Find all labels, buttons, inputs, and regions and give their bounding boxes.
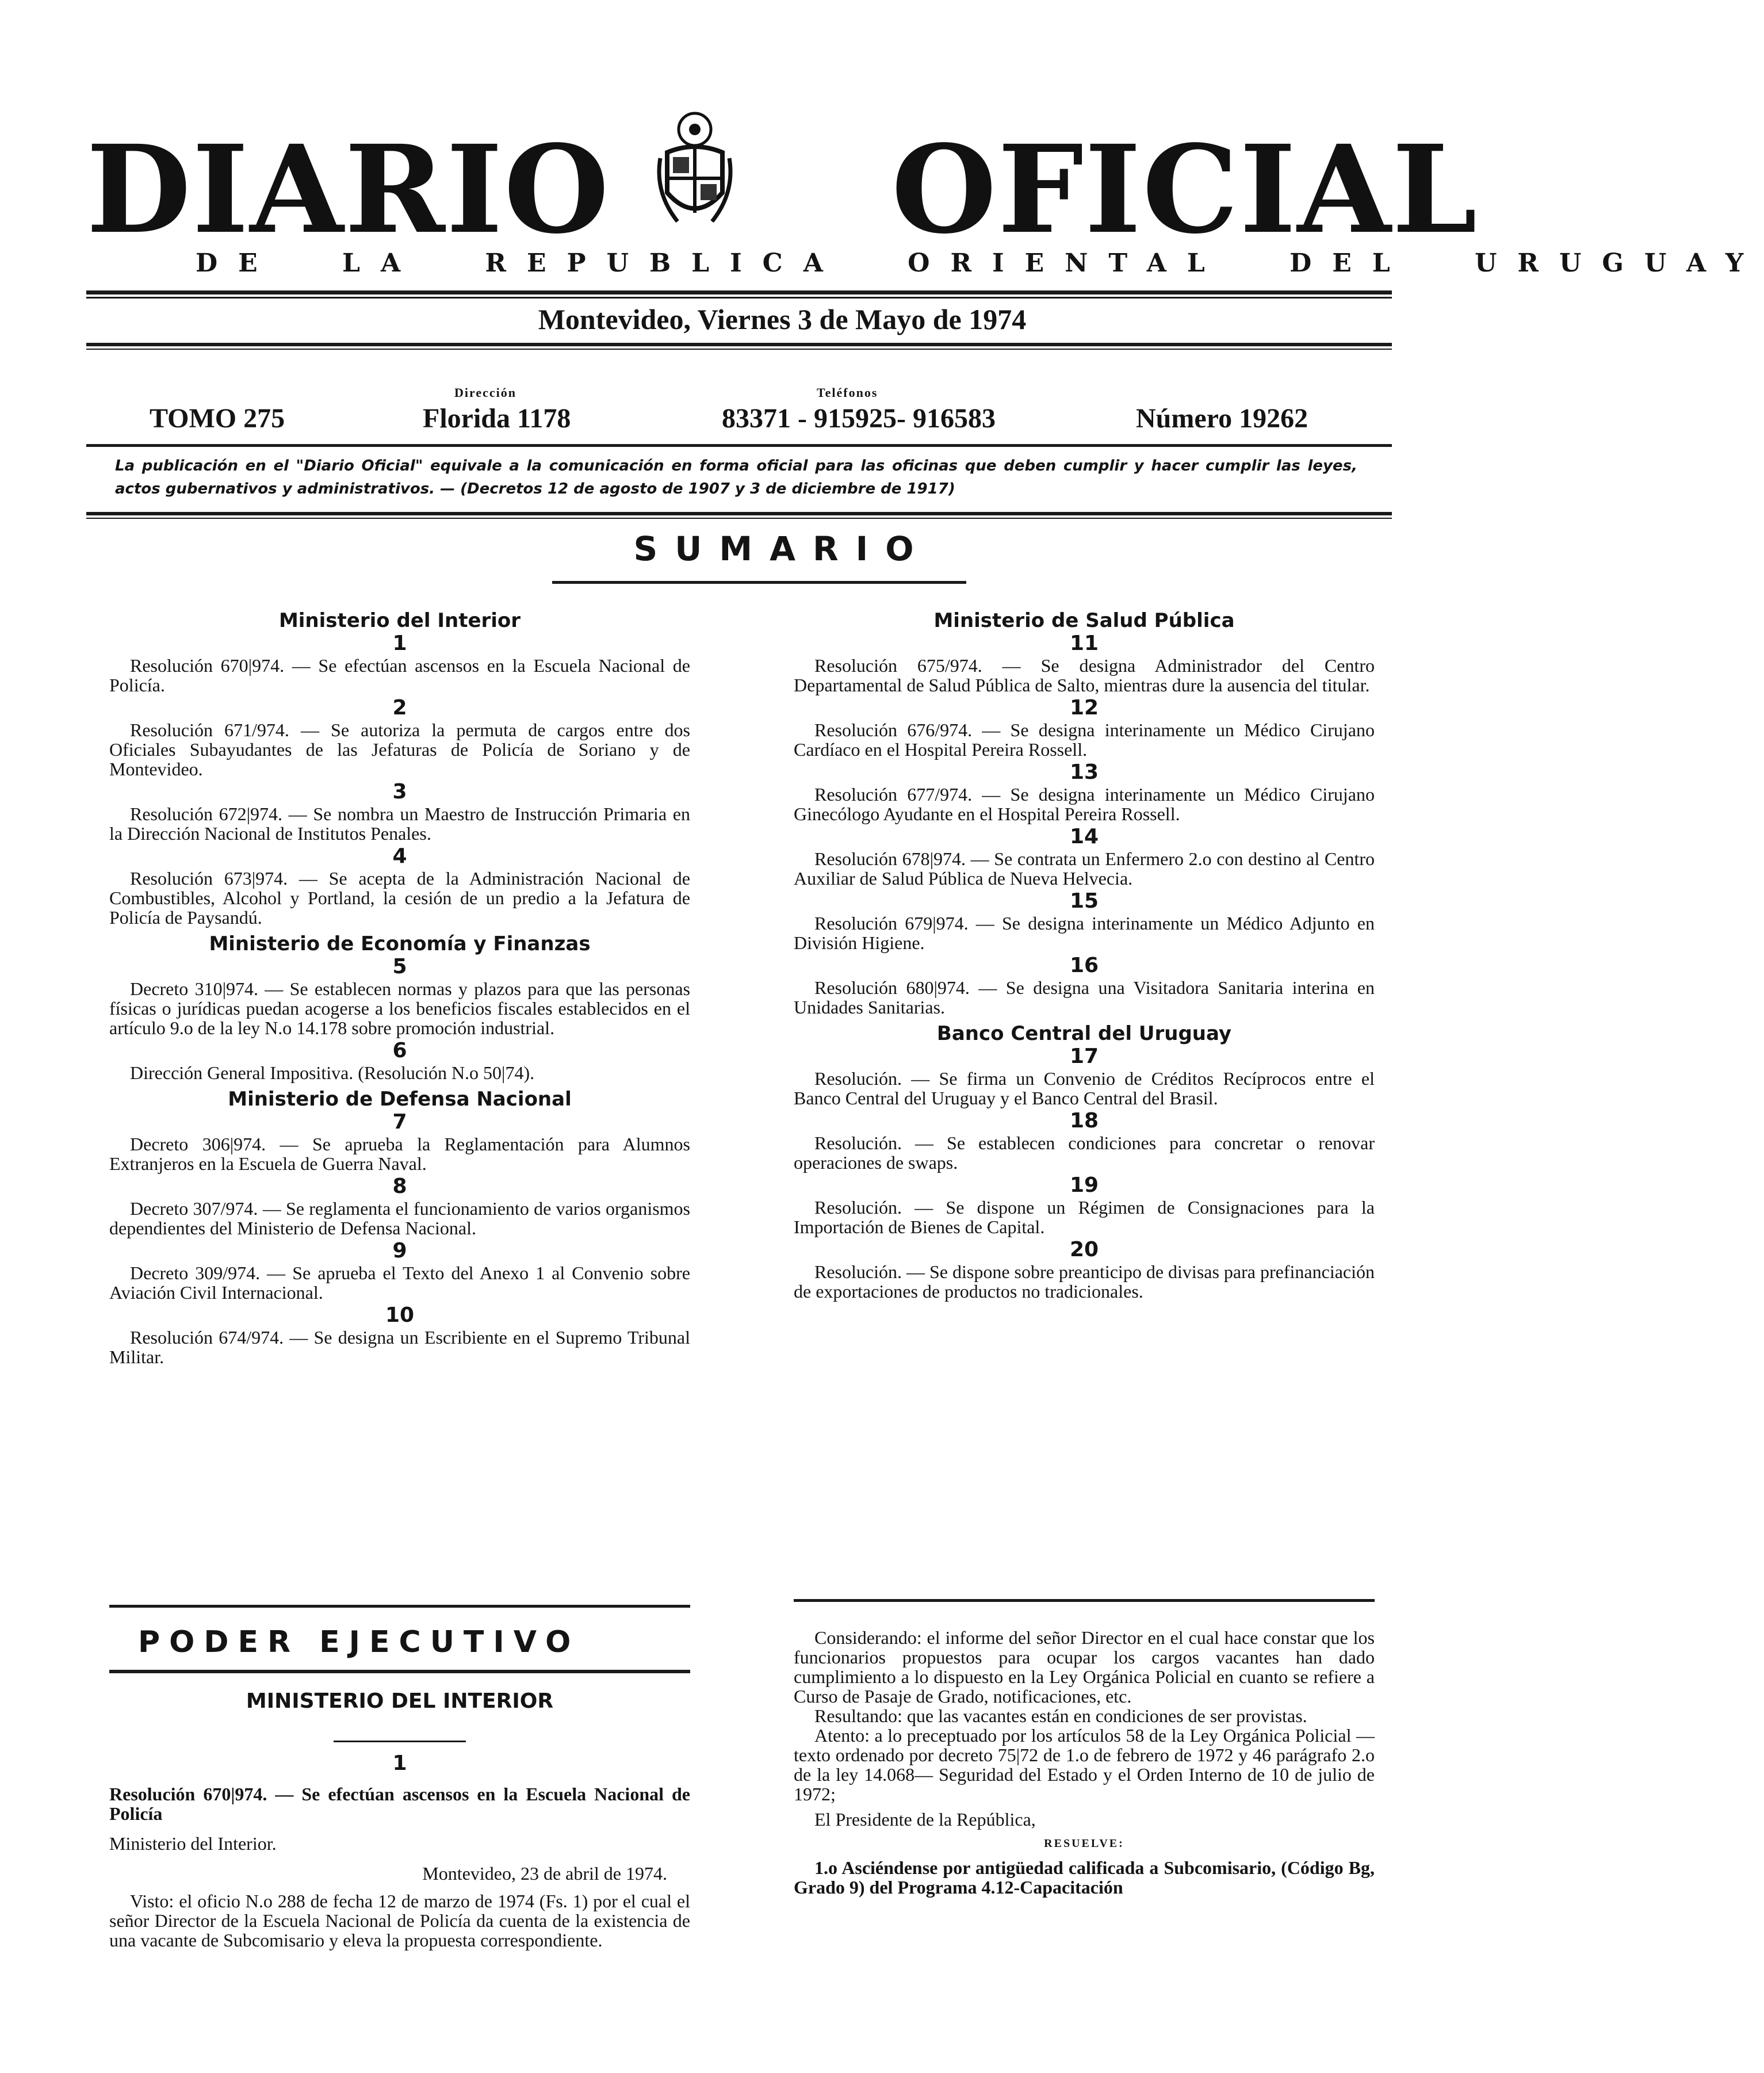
presidente-line: El Presidente de la República, [814, 1809, 1036, 1830]
title-left: DIARIO [86, 118, 610, 261]
sumario-left-column [109, 604, 690, 1370]
item-number: 1 [392, 1751, 407, 1775]
item-number: 5 [392, 955, 407, 978]
top-rule-thin [86, 297, 1392, 299]
direccion: Florida 1178 [423, 403, 571, 434]
sumario-item: Resolución 672|974. — Se nombra un Maestro de Instrucción Primaria en la Dirección Nacional de Institutos Penales. [109, 804, 690, 844]
short-rule [334, 1741, 466, 1742]
item-number: 10 [385, 1303, 415, 1327]
sumario-item: Resolución. — Se dispone sobre preanticipo de divisas para prefinanciación de exportaciones de productos no tradicionales. [794, 1261, 1375, 1302]
item-number: 18 [1069, 1109, 1099, 1133]
right-section-rule [794, 1599, 1375, 1602]
item-number: 14 [1069, 825, 1099, 848]
direccion-label: Dirección [454, 385, 517, 400]
item-number: 12 [1069, 696, 1099, 720]
item-number: 3 [392, 780, 407, 804]
item-number: 9 [392, 1239, 407, 1263]
sumario-item: Resolución 670|974. — Se efectúan ascensos en la Escuela Nacional de Policía. [109, 655, 690, 695]
sumario-item: Resolución. — Se dispone un Régimen de Consignaciones para la Importación de Bienes de Capital. [794, 1197, 1375, 1237]
resolution-date: Montevideo, 23 de abril de 1974. [422, 1863, 667, 1884]
masthead-title [86, 118, 1478, 262]
sumario-item: Resolución 675/974. — Se designa Administrador del Centro Departamental de Salud Pública de Salto, mientras dure la ausencia del titular. [794, 655, 1375, 695]
sumario-item: Resolución 679|974. — Se designa interinamente un Médico Adjunto en División Higiene. [794, 913, 1375, 953]
telefonos: 83371 - 915925- 916583 [722, 403, 996, 434]
notice-rule [86, 512, 1392, 515]
item-number: 13 [1069, 760, 1099, 784]
sumario-item: Decreto 307/974. — Se reglamenta el funcionamiento de varios organismos dependientes del Ministerio de Defensa Nacional. [109, 1198, 690, 1238]
resolution-title: Resolución 670|974. — Se efectúan ascensos en la Escuela Nacional de Policía [109, 1784, 690, 1824]
resuelve-label: RESUELVE: [1044, 1837, 1124, 1850]
ministry-heading: Banco Central del Uruguay [936, 1022, 1232, 1045]
item-number: 16 [1069, 954, 1099, 977]
sumario-item: Resolución 674/974. — Se designa un Escribiente en el Supremo Tribunal Militar. [109, 1327, 690, 1367]
item-number: 4 [392, 844, 407, 868]
visto-paragraph [109, 1891, 690, 1950]
telefonos-label: Teléfonos [817, 385, 878, 400]
sumario-item: Resolución 677/974. — Se designa interinamente un Médico Cirujano Ginecólogo Ayudante en el Hospital Pereira Rossell. [794, 784, 1375, 824]
numero: Número 19262 [1136, 403, 1308, 434]
legal-notice: La publicación en el "Diario Oficial" equivale a la comunicación en forma oficial para las oficinas que deben cumplir y hacer cumplir las leyes, actos gubernativos y administrativos. — (Decretos 12 de agosto de 1907 y 3 de diciembre de 1917) [115, 457, 1357, 498]
item-number: 19 [1069, 1173, 1099, 1197]
item-number: 2 [392, 696, 407, 720]
date-rule [86, 343, 1392, 346]
sumario-title: SUMARIO [633, 529, 931, 568]
coat-of-arms-emblem [655, 106, 735, 239]
sumario-item: Decreto 310|974. — Se establecen normas y plazos para que las personas físicas o jurídicas puedan acogerse a los beneficios fiscales establecidos en el artículo 9.o de la ley N.o 14.178 sobre promoción industrial. [109, 978, 690, 1038]
sumario-item: Decreto 306|974. — Se aprueba la Reglamentación para Alumnos Extranjeros en la Escuela de Guerra Naval. [109, 1134, 690, 1174]
sumario-item: Resolución. — Se establecen condiciones para concretar o renovar operaciones de swaps. [794, 1133, 1375, 1173]
sumario-underline [552, 581, 966, 584]
sumario-item: Resolución 680|974. — Se designa una Visitadora Sanitaria interina en Unidades Sanitarias. [794, 977, 1375, 1018]
tomo: TOMO 275 [150, 403, 285, 434]
sumario-item: Resolución 676/974. — Se designa interinamente un Médico Cirujano Cardíaco en el Hospital Pereira Rossell. [794, 720, 1375, 760]
poder-ejecutivo-title: PODER EJECUTIVO [138, 1625, 580, 1659]
left-section-rule [109, 1605, 690, 1608]
ministry-heading: Ministerio de Salud Pública [933, 609, 1235, 632]
item-number: 7 [392, 1110, 407, 1134]
sumario-item: Decreto 309/974. — Se aprueba el Texto del Anexo 1 al Convenio sobre Aviación Civil Internacional. [109, 1263, 690, 1303]
resultando-paragraph: Resultando: que las vacantes están en condiciones de ser provistas. [814, 1705, 1307, 1726]
sumario-right-column [794, 604, 1375, 1305]
right-body-section [794, 1628, 1375, 1897]
dateline: Montevideo, Viernes 3 de Mayo de 1974 [538, 303, 1027, 335]
top-rule [86, 290, 1392, 294]
sumario-item: Resolución 673|974. — Se acepta de la Administración Nacional de Combustibles, Alcohol y Portland, la cesión de un predio a la Jefatura de Policía de Paysandú. [109, 868, 690, 928]
item-number: 17 [1069, 1045, 1099, 1068]
item-number: 11 [1069, 632, 1099, 655]
sumario-item: Resolución 678|974. — Se contrata un Enfermero 2.o con destino al Centro Auxiliar de Salud Pública de Nueva Helvecia. [794, 848, 1375, 889]
item-number: 6 [392, 1039, 407, 1062]
poder-ejecutivo-section [109, 1625, 690, 1950]
masthead-subtitle: DE LA REPUBLICA ORIENTAL DEL URUGUAY [196, 248, 1764, 278]
notice-rule-thin [86, 518, 1392, 519]
considerando-paragraph: Considerando: el informe del señor Director en el cual hace constar que los funcionarios propuestos para ocupar los cargos vacantes han dado cumplimiento a lo dispuesto en la Ley Orgánica Policial en cuanto se refiere a Curso de Pasaje de Grado, notificaciones, etc. [794, 1627, 1375, 1707]
title-right: OFICIAL [891, 118, 1478, 261]
sumario-item: Dirección General Impositiva. (Resolución N.o 50|74). [130, 1062, 535, 1083]
ministry-heading: Ministerio de Economía y Finanzas [209, 932, 591, 955]
atento-paragraph: Atento: a lo preceptuado por los artículos 58 de la Ley Orgánica Policial —texto ordenado por decreto 75|72 de 1.o de febrero de 1972 y 46 parágrafo 2.o de la ley 14.068— Seguridad del Estado y el Orden Interno de 10 de julio de 1972; [794, 1725, 1375, 1804]
item-number: 8 [392, 1175, 407, 1198]
item-number: 1 [392, 632, 407, 655]
item-number: 15 [1069, 889, 1099, 913]
ministry-heading: Ministerio del Interior [278, 609, 521, 632]
sumario-item: Resolución. — Se firma un Convenio de Créditos Recíprocos entre el Banco Central del Uruguay y el Banco Central del Brasil. [794, 1068, 1375, 1108]
ministerio-line: Ministerio del Interior. [109, 1833, 277, 1854]
article-1-paragraph: 1.o Asciéndense por antigüedad calificada a Subcomisario, (Código Bg, Grado 9) del Programa 4.12-Capacitación [794, 1857, 1375, 1898]
sumario-item: Resolución 671/974. — Se autoriza la permuta de cargos entre dos Oficiales Subayudantes de las Jefaturas de Policía de Soriano y de Montevideo. [109, 720, 690, 779]
ministry-heading: Ministerio de Defensa Nacional [228, 1088, 572, 1111]
date-rule-thin [86, 349, 1392, 350]
visto-text: Visto: el oficio N.o 288 de fecha 12 de marzo de 1974 (Fs. 1) por el cual el señor Director de la Escuela Nacional de Policía da cuenta de la existencia de una vacante de Subcomisario y eleva la propuesta correspondiente. [109, 1891, 690, 1950]
info-rule [86, 444, 1392, 447]
item-number: 20 [1069, 1238, 1099, 1261]
ministry-interior-heading: MINISTERIO DEL INTERIOR [246, 1689, 554, 1713]
poder-rule [109, 1670, 690, 1673]
